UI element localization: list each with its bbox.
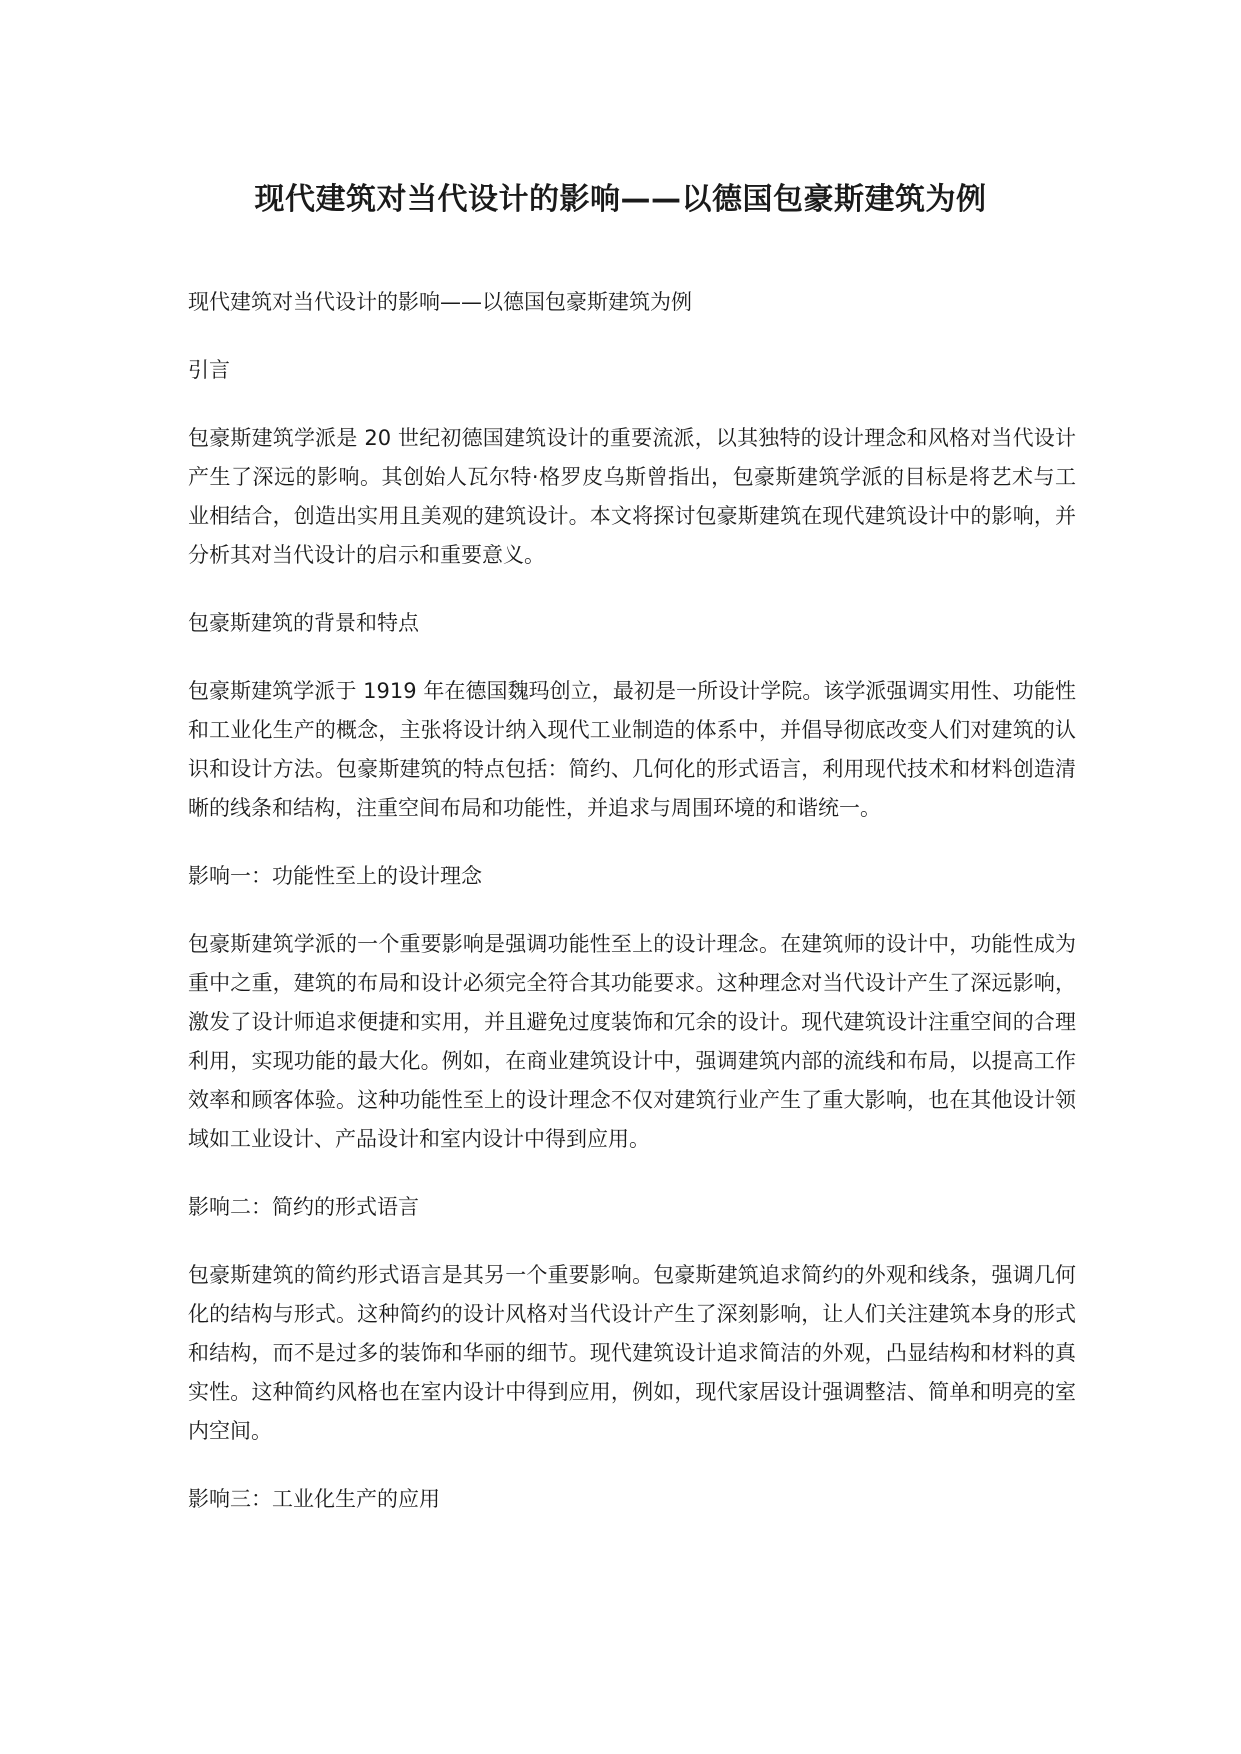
influence-1-paragraph: 包豪斯建筑学派的一个重要影响是强调功能性至上的设计理念。在建筑师的设计中，功能性成为重中之重，建筑的布局和设计必须完全符合其功能要求。这种理念对当代设计产生了深远影响，激发了设计师追求便捷和实用，并且避免过度装饰和冗余的设计。现代建筑设计注重空间的合理利用，实现功能的最大化。例如，在商业建筑设计中，强调建筑内部的流线和布局，以提高工作效率和顾客体验。这种功能性至上的设计理念不仅对建筑行业产生了重大影响，也在其他设计领域如工业设计、产品设计和室内设计中得到应用。 xyxy=(188,932,1076,1151)
section-heading-influence-3: 影响三：工业化生产的应用 xyxy=(188,1487,440,1511)
section-heading-influence-1: 影响一：功能性至上的设计理念 xyxy=(188,864,482,888)
background-paragraph: 包豪斯建筑学派于 1919 年在德国魏玛创立，最初是一所设计学院。该学派强调实用性、功能性和工业化生产的概念，主张将设计纳入现代工业制造的体系中，并倡导彻底改变人们对建筑的认识和设计方法。包豪斯建筑的特点包括：简约、几何化的形式语言，利用现代技术和材料创造清晰的线条和结构，注重空间布局和功能性，并追求与周围环境的和谐统一。 xyxy=(188,679,1076,820)
document-title: 现代建筑对当代设计的影响——以德国包豪斯建筑为例 xyxy=(254,182,987,217)
section-heading-intro: 引言 xyxy=(188,358,230,382)
influence-2-paragraph: 包豪斯建筑的简约形式语言是其另一个重要影响。包豪斯建筑追求简约的外观和线条，强调几何化的结构与形式。这种简约的设计风格对当代设计产生了深刻影响，让人们关注建筑本身的形式和结构，而不是过多的装饰和华丽的细节。现代建筑设计追求简洁的外观，凸显结构和材料的真实性。这种简约风格也在室内设计中得到应用，例如，现代家居设计强调整洁、简单和明亮的室内空间。 xyxy=(188,1263,1076,1443)
subtitle-paragraph: 现代建筑对当代设计的影响——以德国包豪斯建筑为例 xyxy=(188,290,692,314)
intro-paragraph: 包豪斯建筑学派是 20 世纪初德国建筑设计的重要流派，以其独特的设计理念和风格对当代设计产生了深远的影响。其创始人瓦尔特·格罗皮乌斯曾指出，包豪斯建筑学派的目标是将艺术与工业相结合，创造出实用且美观的建筑设计。本文将探讨包豪斯建筑在现代建筑设计中的影响，并分析其对当代设计的启示和重要意义。 xyxy=(188,426,1076,567)
section-heading-influence-2: 影响二：简约的形式语言 xyxy=(188,1195,419,1219)
section-heading-background: 包豪斯建筑的背景和特点 xyxy=(188,611,419,635)
document-body xyxy=(188,283,1076,1548)
